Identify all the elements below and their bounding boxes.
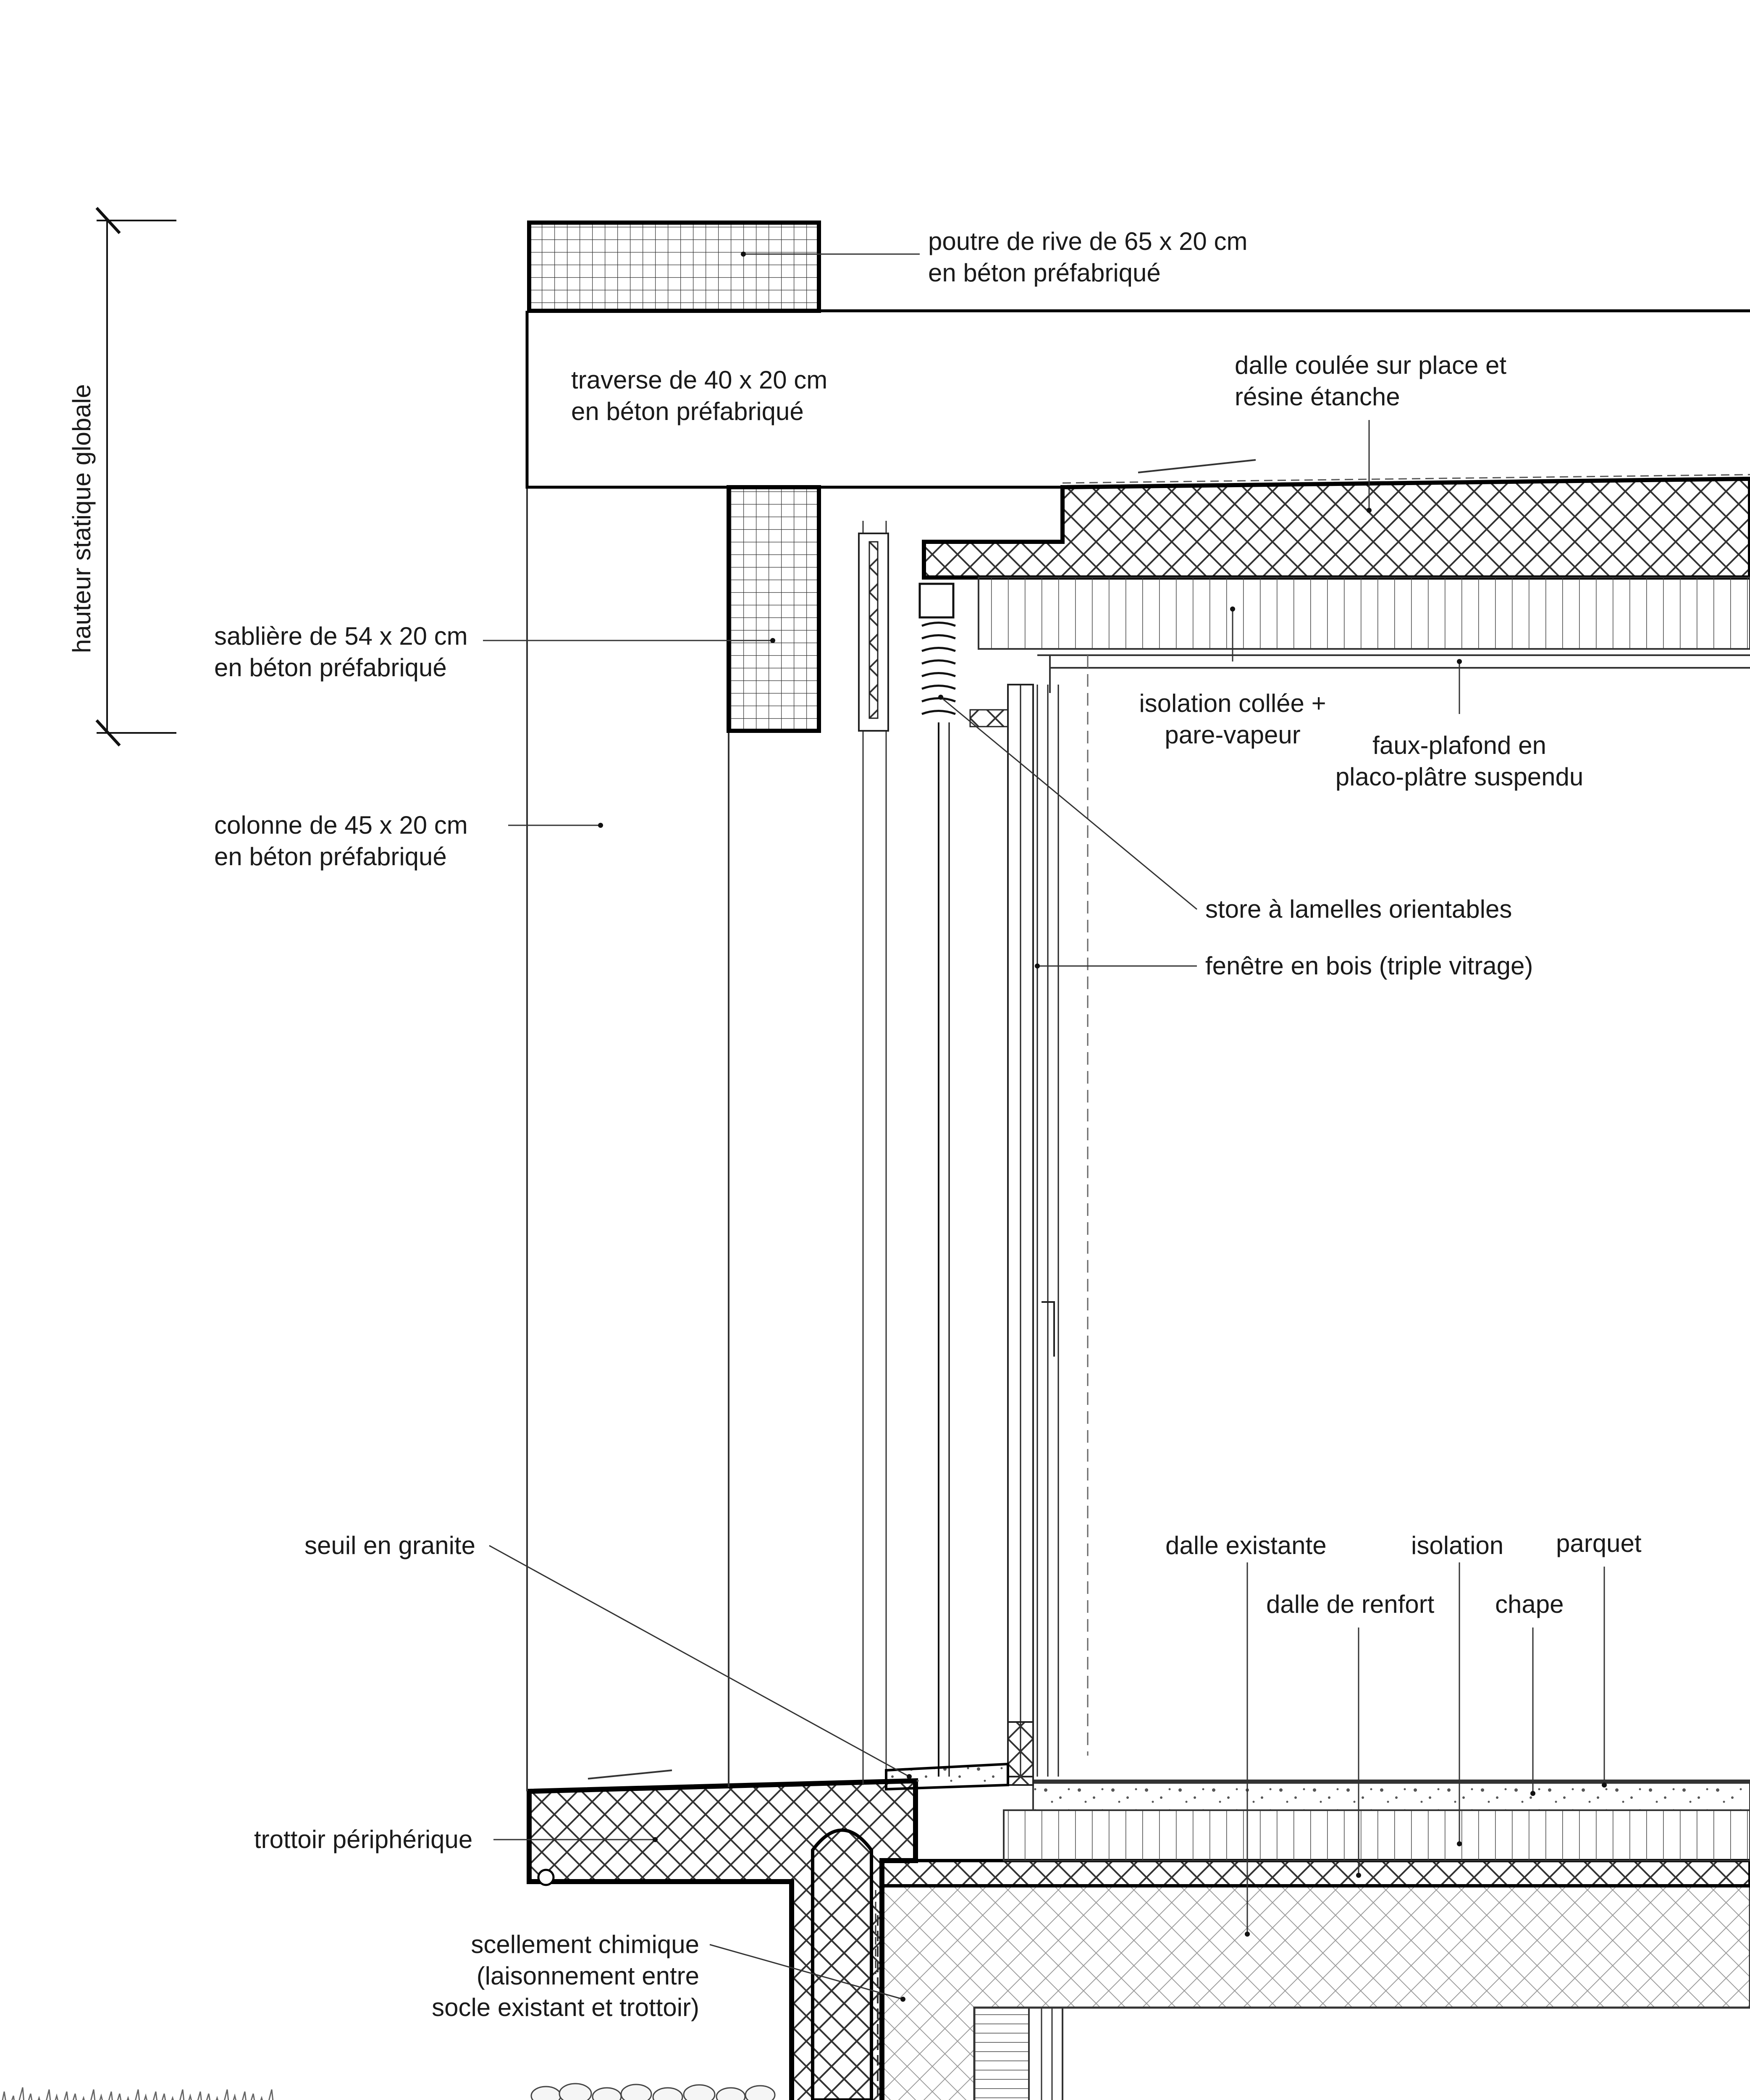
label-store: store à lamelles orientables <box>1205 895 1512 923</box>
plasterboard-layer <box>1029 2008 1063 2100</box>
static-height-dimension <box>97 208 176 746</box>
label-poutre-rive-1: poutre de rive de 65 x 20 cm <box>928 227 1248 255</box>
granite-threshold <box>886 1764 1008 1789</box>
chemical-anchoring <box>813 1830 871 2100</box>
label-traverse-2: en béton préfabriqué <box>571 397 804 425</box>
label-dalle-coulee-2: résine étanche <box>1235 383 1400 411</box>
label-colonne-1: colonne de 45 x 20 cm <box>214 811 468 839</box>
gravel-bed <box>531 2084 792 2100</box>
label-trottoir: trottoir périphérique <box>254 1825 473 1853</box>
label-sabliere-1: sablière de 54 x 20 cm <box>214 622 468 650</box>
label-seuil: seuil en granite <box>304 1531 475 1559</box>
window-frame <box>859 533 1088 1785</box>
label-isolation-sol: isolation <box>1411 1531 1504 1559</box>
label-chape: chape <box>1495 1590 1564 1618</box>
grass-line <box>0 2087 274 2100</box>
static-height-label: hauteur statique globale <box>68 384 96 653</box>
label-dalle-existante: dalle existante <box>1165 1531 1327 1559</box>
label-parquet: parquet <box>1556 1529 1642 1557</box>
label-isolation-collee-1: isolation collée + <box>1139 689 1326 717</box>
screed-layer <box>1033 1783 1750 1810</box>
edge-beam <box>529 223 819 311</box>
adjustable-blind <box>920 584 955 1777</box>
roof-insulation <box>979 578 1750 649</box>
label-scellement-1: scellement chimique <box>471 1930 699 1958</box>
label-poutre-rive-2: en béton préfabriqué <box>928 259 1161 287</box>
reinforcement-slab <box>882 1861 1750 1886</box>
label-faux-plafond-2: placo-plâtre suspendu <box>1335 763 1584 791</box>
label-scellement-3: socle existant et trottoir) <box>432 1993 699 2021</box>
roof-slab <box>924 479 1750 578</box>
label-dalle-coulee-1: dalle coulée sur place et <box>1235 351 1507 379</box>
label-isolation-collee-2: pare-vapeur <box>1165 721 1301 749</box>
label-scellement-2: (laisonnement entre <box>476 1962 699 1990</box>
label-fenetre: fenêtre en bois (triple vitrage) <box>1205 952 1533 980</box>
suspended-ceiling <box>1037 655 1750 693</box>
label-traverse-1: traverse de 40 x 20 cm <box>571 366 828 394</box>
label-faux-plafond-1: faux-plafond en <box>1372 731 1546 759</box>
label-dalle-renfort: dalle de renfort <box>1266 1590 1435 1618</box>
label-sabliere-2: en béton préfabriqué <box>214 654 447 682</box>
sill-plate-beam <box>729 487 819 731</box>
floor-insulation <box>1004 1810 1750 1861</box>
label-colonne-2: en béton préfabriqué <box>214 843 447 871</box>
wall-insulation <box>974 2008 1029 2100</box>
